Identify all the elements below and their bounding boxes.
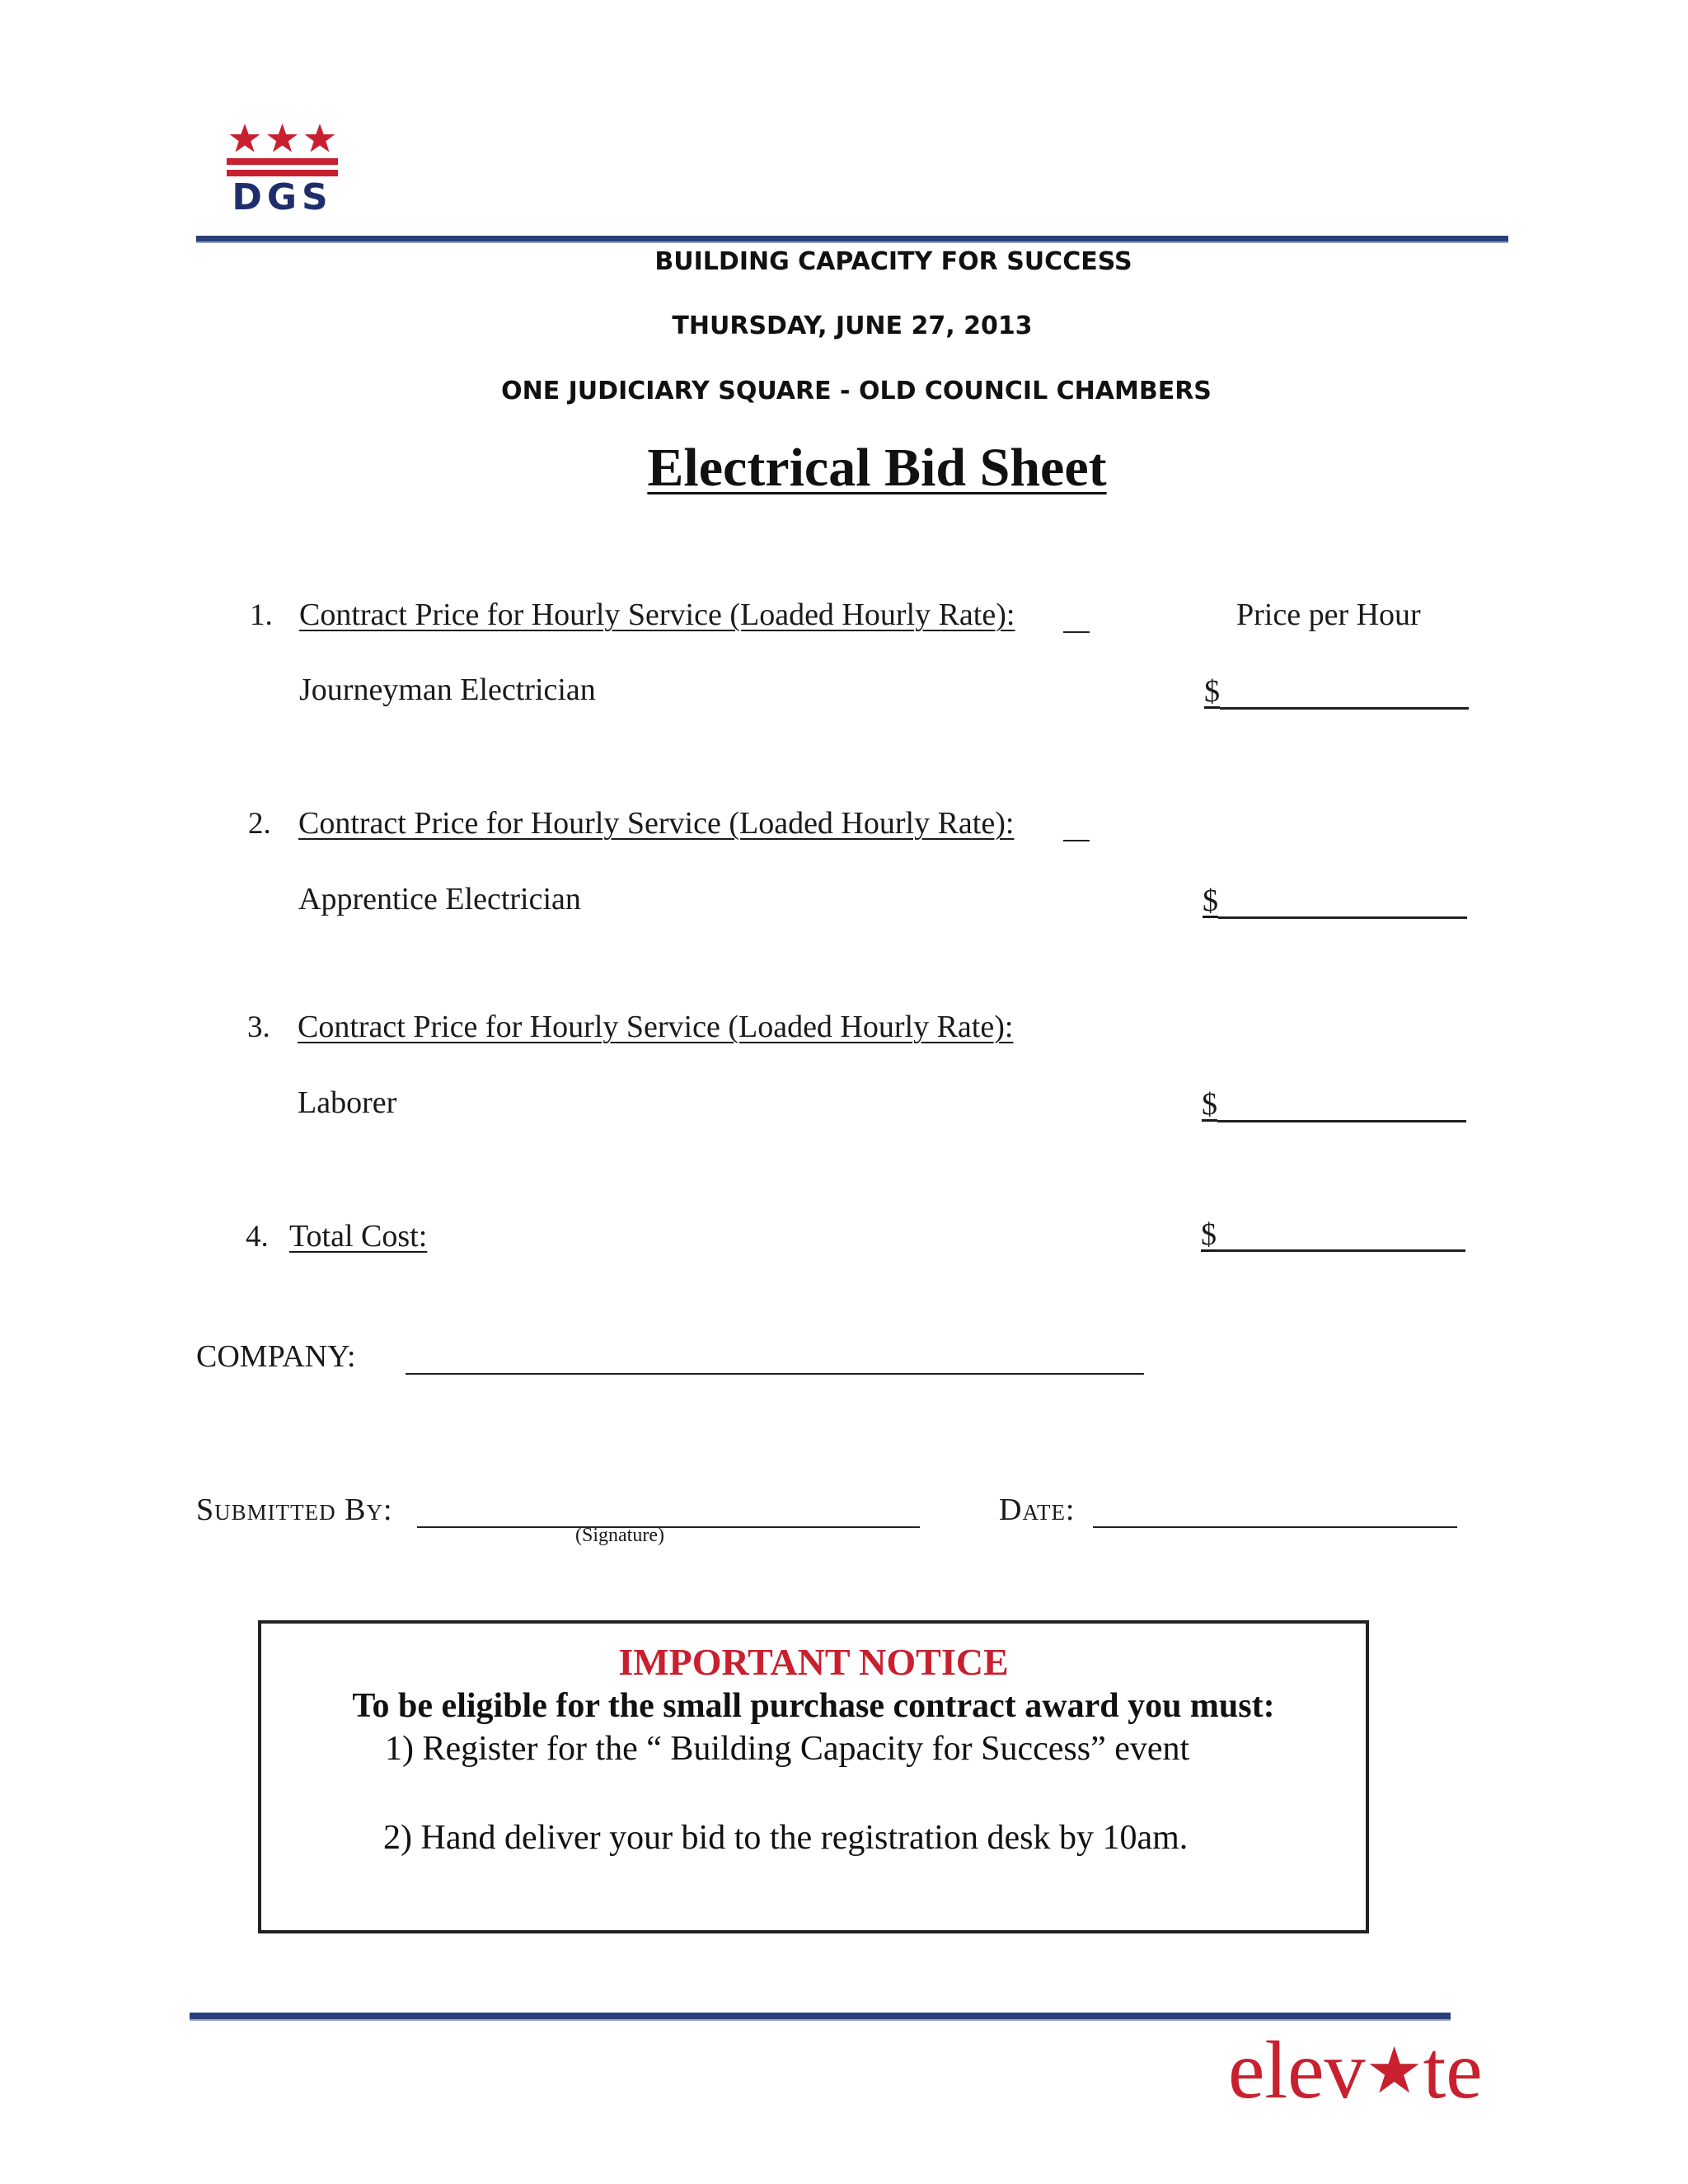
company-field[interactable] (406, 1373, 1144, 1375)
item-3-label: Laborer (298, 1085, 397, 1120)
item-4-currency: $ (1201, 1217, 1217, 1252)
item-2-currency: $ (1203, 883, 1218, 918)
signature-caption: (Signature) (575, 1525, 664, 1546)
brand-text-end: te (1423, 2024, 1483, 2116)
item-3-number: 3. (247, 1010, 270, 1044)
item-1-price-field[interactable] (1220, 707, 1469, 710)
item-1-heading-line (1063, 631, 1090, 633)
submitted-by-label: Submitted By: (196, 1493, 393, 1527)
item-1-label: Journeyman Electrician (299, 673, 596, 707)
item-3-currency: $ (1202, 1087, 1217, 1122)
item-4-number: 4. (246, 1220, 269, 1254)
date-field[interactable] (1093, 1526, 1457, 1528)
item-1-number: 1. (250, 598, 273, 632)
footer-rule (190, 2013, 1451, 2021)
notice-subtitle: To be eligible for the small purchase contract award you must: (352, 1687, 1275, 1725)
item-3-heading: Contract Price for Hourly Service (Loaded Hourly Rate): (298, 1010, 1014, 1044)
brand-text-start: elev (1228, 2024, 1366, 2116)
price-column-header: Price per Hour (1236, 598, 1421, 632)
event-name: BUILDING CAPACITY FOR SUCCESS (654, 247, 1132, 276)
elevate-logo (1228, 2024, 1483, 2117)
item-3-price-field[interactable] (1217, 1120, 1466, 1122)
total-cost-field[interactable] (1217, 1249, 1465, 1252)
item-1-heading: Contract Price for Hourly Service (Loaded Hourly Rate): (299, 598, 1015, 632)
event-date: THURSDAY, JUNE 27, 2013 (672, 312, 1033, 340)
important-notice-box (258, 1620, 1369, 1933)
logo-text: DGS (232, 176, 333, 218)
item-2-number: 2. (248, 807, 271, 841)
header-rule (196, 236, 1508, 243)
item-2-label: Apprentice Electrician (298, 882, 581, 916)
dc-flag-icon (227, 124, 338, 181)
item-4-heading: Total Cost: (289, 1219, 428, 1254)
notice-step-1: 1) Register for the “ Building Capacity for Success” event (385, 1730, 1190, 1768)
signature-field[interactable] (417, 1526, 920, 1528)
item-2-heading-line (1063, 840, 1090, 841)
page-title: Electrical Bid Sheet (647, 438, 1107, 498)
dgs-logo (227, 124, 338, 216)
event-location: ONE JUDICIARY SQUARE - OLD COUNCIL CHAMBERS (501, 377, 1212, 405)
date-label: Date: (999, 1493, 1076, 1527)
notice-title: IMPORTANT NOTICE (618, 1641, 1009, 1683)
notice-step-2: 2) Hand deliver your bid to the registration desk by 10am. (383, 1819, 1189, 1857)
item-1-currency: $ (1204, 674, 1220, 709)
company-label: COMPANY: (196, 1339, 356, 1374)
item-2-heading: Contract Price for Hourly Service (Loaded Hourly Rate): (298, 806, 1015, 841)
item-2-price-field[interactable] (1218, 916, 1467, 919)
star-icon: ★ (1365, 2034, 1423, 2108)
